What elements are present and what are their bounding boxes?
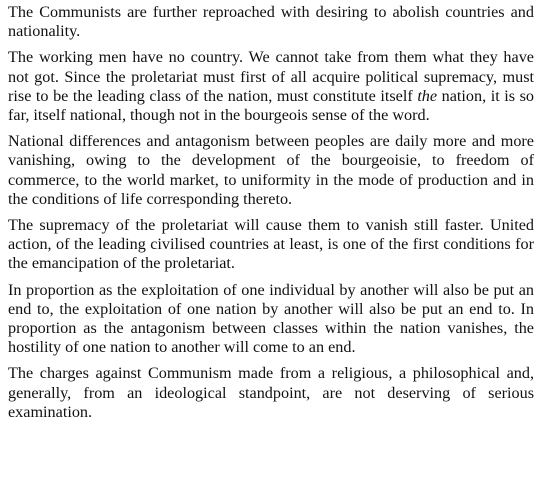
document-body [8,3,534,422]
paragraph-2-emphasis: the [417,86,438,105]
paragraph-2-text-start: The working men have no country. We cannot take from them what they have not got. Since the proletariat must first of all acquire political supremacy, must rise to be the leading class of the nation, must constitute itself [8,48,534,105]
paragraph-2-text-end: nation, it is so far, itself national, though not in the bourgeois sense of the word. [8,86,534,125]
paragraph-1: The Communists are further reproached with desiring to abolish countries and nationality. [8,3,534,41]
paragraph-2 [8,48,534,125]
paragraph-5: In proportion as the exploitation of one individual by another will also be put an end to, the exploitation of one nation by another will also be put an end to. In proportion as the antagonism between classes within the nation vanishes, the hostility of one nation to another will come to an end. [8,280,534,357]
paragraph-6: The charges against Communism made from a religious, a philosophical and, generally, from an ideological standpoint, are not deserving of serious examination. [8,364,534,421]
paragraph-3: National differences and antagonism between peoples are daily more and more vanishing, owing to the development of the bourgeoisie, to freedom of commerce, to the world market, to uniformity in the mode of production and in the conditions of life corresponding thereto. [8,132,534,208]
paragraph-4: The supremacy of the proletariat will cause them to vanish still faster. United action, of the leading civilised countries at least, is one of the first conditions for the emancipation of the proletariat. [8,216,534,273]
